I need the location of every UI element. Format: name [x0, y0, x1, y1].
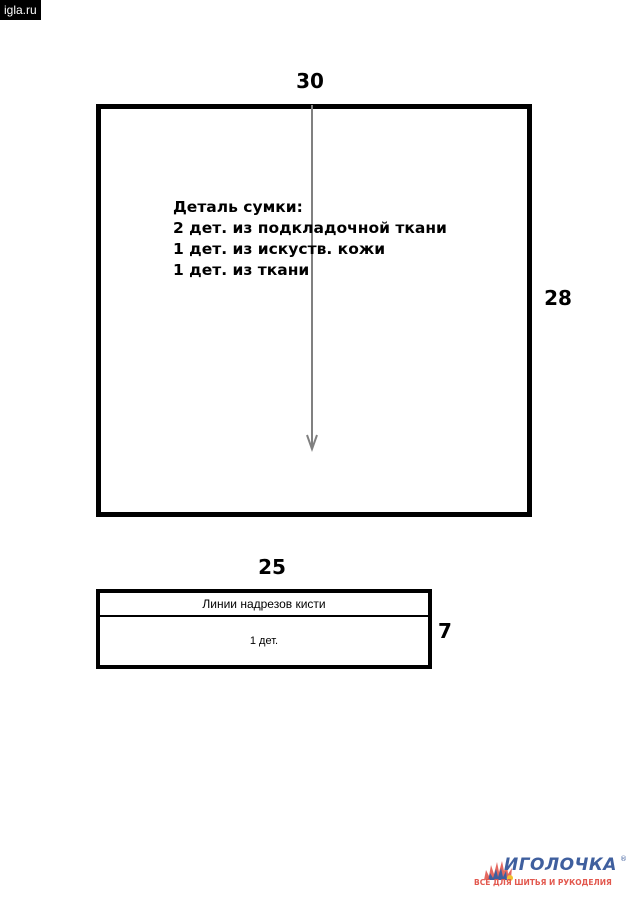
igolochka-logo	[474, 852, 630, 892]
bag-piece-title: Деталь сумки:	[173, 198, 303, 216]
strip-height-label: 7	[438, 619, 452, 643]
main-piece-height-label: 28	[544, 286, 572, 310]
logo-wordmark: ИГОЛОЧКА	[504, 855, 617, 875]
bag-piece-line-fabric: 1 дет. из ткани	[173, 261, 310, 279]
main-piece-width-label: 30	[296, 69, 324, 93]
strip-width-label: 25	[258, 555, 286, 579]
logo-tagline: ВСЁ ДЛЯ ШИТЬЯ И РУКОДЕЛИЯ	[474, 878, 612, 887]
bag-piece-line-lining: 2 дет. из подкладочной ткани	[173, 219, 447, 237]
tassel-strip-count-label: 1 дет.	[249, 635, 279, 647]
tassel-strip-outline	[96, 589, 432, 669]
tassel-strip-divider	[100, 615, 428, 617]
bag-piece-description	[173, 197, 447, 281]
logo-registered-mark: ®	[620, 855, 627, 863]
tassel-cut-lines-label: Линии надрезов кисти	[202, 597, 326, 611]
bag-piece-line-leather: 1 дет. из искуств. кожи	[173, 240, 386, 258]
site-watermark: igla.ru	[0, 0, 41, 20]
